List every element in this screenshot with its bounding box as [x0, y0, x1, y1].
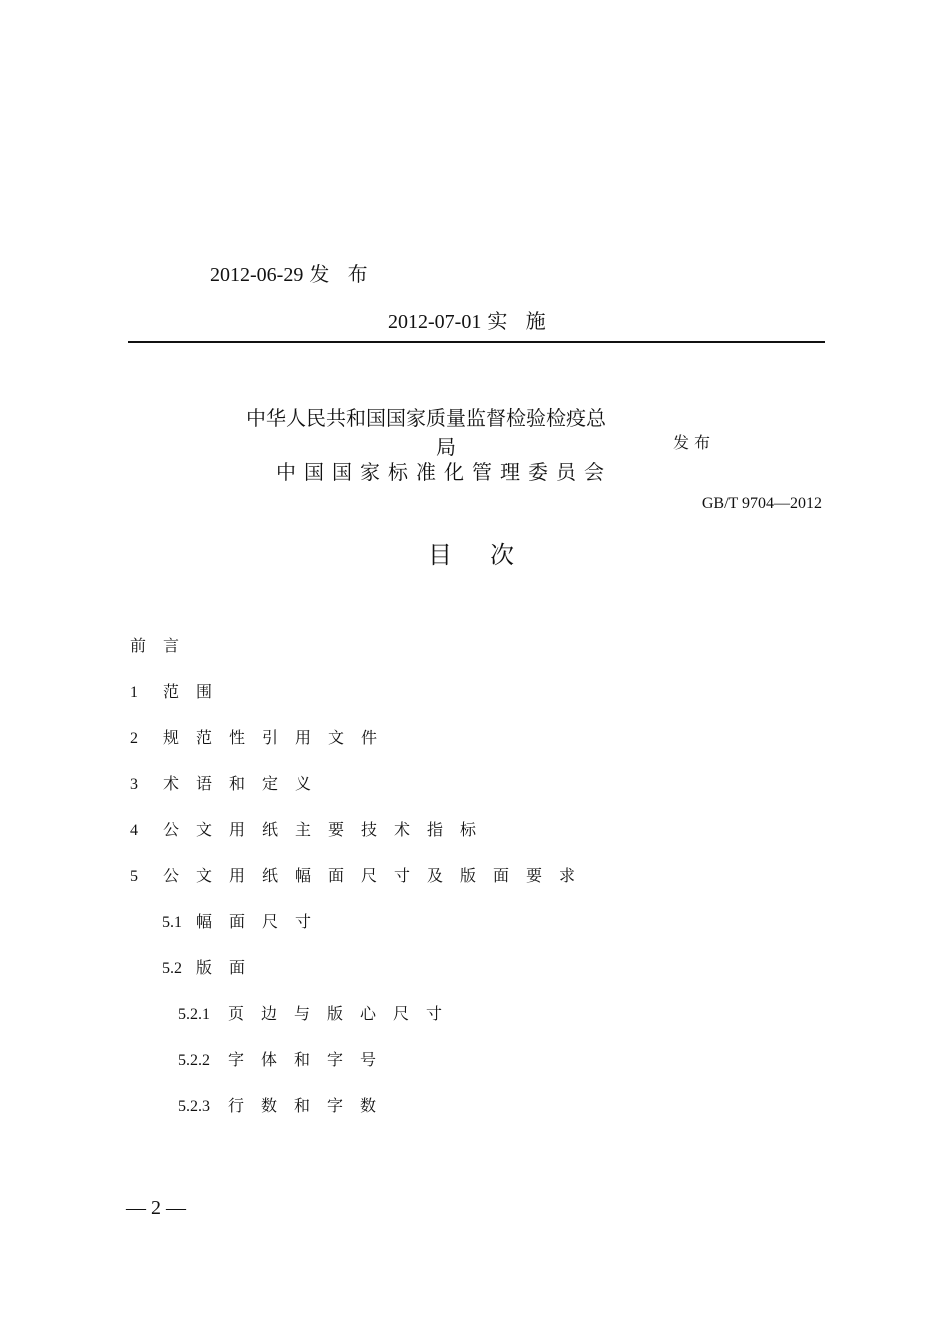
toc-item-number: 5.2.2	[178, 1052, 210, 1069]
page-number: — 2 —	[126, 1197, 186, 1219]
horizontal-rule	[128, 341, 825, 343]
toc-item-text: 规范性引用文件	[163, 728, 395, 747]
toc-item-number: 5.2.3	[178, 1098, 210, 1115]
toc-item-text: 公文用纸主要技术指标	[163, 820, 494, 839]
issue-date: 2012-06-29	[210, 264, 304, 286]
toc-item-foreword[interactable]	[130, 633, 196, 656]
issued-label: 发布	[673, 433, 716, 452]
toc-item-number: 4	[130, 822, 138, 839]
toc-item-text: 幅面尺寸	[196, 912, 329, 931]
toc-item-1[interactable]	[130, 679, 229, 702]
effective-date-line	[388, 305, 552, 334]
effective-word: 实 施	[487, 309, 552, 333]
issuer-aqsiq-continued: 局	[436, 435, 456, 459]
toc-item-number: 5.2	[162, 960, 182, 977]
toc-item-number: 3	[130, 776, 138, 793]
issue-word: 发 布	[309, 262, 374, 286]
toc-title: 目次	[428, 541, 552, 569]
toc-item-4[interactable]	[130, 817, 493, 840]
toc-item-number: 1	[130, 684, 138, 701]
toc-item-5-2-2[interactable]	[178, 1047, 393, 1070]
issuer-sac: 中国国家标准化管理委员会	[276, 460, 612, 484]
toc-item-text: 范围	[163, 682, 230, 701]
effective-date: 2012-07-01	[388, 311, 482, 333]
toc-item-text: 术语和定义	[163, 774, 329, 793]
toc-item-number: 5.1	[162, 914, 182, 931]
toc-item-text: 行数和字数	[228, 1096, 394, 1115]
toc-item-text: 版面	[196, 958, 263, 977]
toc-item-text: 字体和字号	[228, 1050, 394, 1069]
toc-item-number: 5.2.1	[178, 1006, 210, 1023]
toc-item-5-1[interactable]	[162, 909, 328, 932]
toc-item-5-2-1[interactable]	[178, 1001, 459, 1024]
toc-item-number: 5	[130, 868, 138, 885]
issuer-aqsiq: 中华人民共和国国家质量监督检验检疫总	[246, 406, 606, 430]
toc-item-3[interactable]	[130, 771, 328, 794]
toc-item-text: 公文用纸幅面尺寸及版面要求	[163, 866, 593, 885]
toc-item-text: 前言	[130, 636, 197, 655]
toc-item-2[interactable]	[130, 725, 394, 748]
toc-item-number: 2	[130, 730, 138, 747]
standard-code: GB/T 9704—2012	[701, 495, 822, 512]
toc-item-5-2-3[interactable]	[178, 1093, 393, 1116]
issue-date-line	[210, 258, 374, 287]
toc-item-5[interactable]	[130, 863, 592, 886]
toc-item-5-2[interactable]	[162, 955, 262, 978]
toc-item-text: 页边与版心尺寸	[228, 1004, 460, 1023]
